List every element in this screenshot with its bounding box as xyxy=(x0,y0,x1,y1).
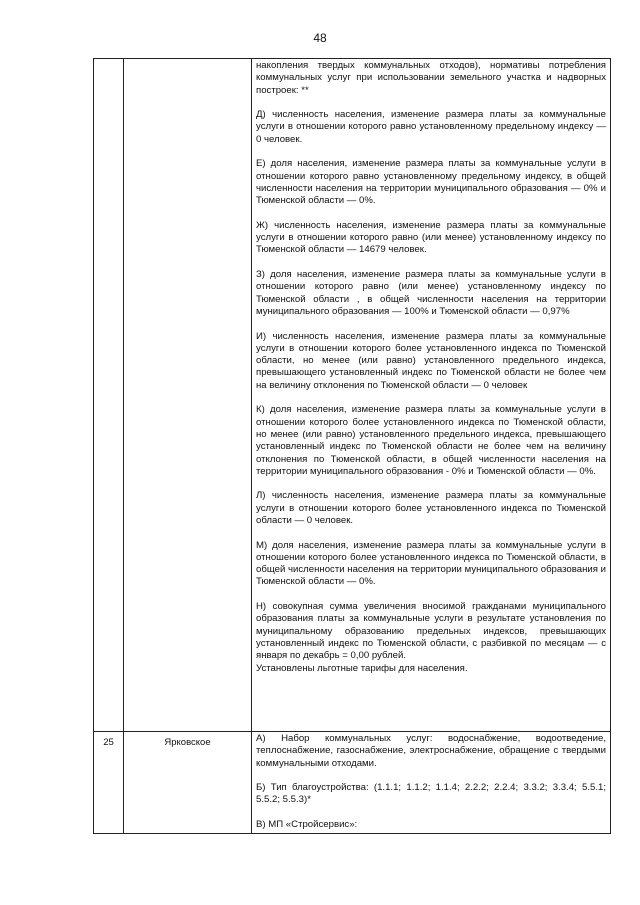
municipality-name-cell xyxy=(124,59,252,732)
table-row xyxy=(94,732,611,834)
description-cell xyxy=(252,732,611,834)
paragraph-a: А) Набор коммунальных услуг: водоснабжение, водоотведение, теплоснабжение, газоснабжение, электроснабжение, обращение с твердыми коммунальными отходами. xyxy=(256,733,606,769)
paragraph-k: К) доля населения, изменение размера платы за коммунальные услуги в отношении которого более установленного индекса по Тюменской области, но менее (или равно) установленного предельного индекса, превышающего установленный индекс по Тюменской области не более чем на величину отклонения по Тюменской области, в общей численности населения на территории муниципального образования - 0% и Тюменской области — 0%. xyxy=(256,404,606,477)
paragraph-m: М) доля населения, изменение размера платы за коммунальные услуги в отношении которого более установленного индекса по Тюменской области, в общей численности населения на территории муниципального образования и Тюменской области — 0%. xyxy=(256,539,606,588)
paragraph-tariffs: Установлены льготные тарифы для населения. xyxy=(256,662,468,674)
row-number-cell: 25 xyxy=(94,732,124,834)
paragraph-z: З) доля населения, изменение размера платы за коммунальные услуги в отношении которого равно (или менее) установленному индексу по Тюменской области , в общей численности населения на территории муниципального образования — 100% и Тюменской области — 0,97% xyxy=(256,269,606,317)
paragraph-continuation: накопления твердых коммунальных отходов), нормативы потребления коммунальных услуг при использовании земельного участка и надворных построек: ** xyxy=(256,60,606,96)
paragraph-l: Л) численность населения, изменение размера платы за коммунальные услуги в отношении которого более установленного индекса по Тюменской области — 0 человек. xyxy=(256,490,606,526)
table-row xyxy=(94,59,611,732)
paragraph-d: Д) численность населения, изменение размера платы за коммунальные услуги в отношении которого равно установленному предельному индексу — 0 человек. xyxy=(256,109,606,145)
description-cell xyxy=(252,59,611,732)
paragraph-v: В) МП «Стройсервис»: xyxy=(256,819,358,831)
paragraph-e: Е) доля населения, изменение размера платы за коммунальные услуги в отношении которого равно установленному предельному индексу, в общей численности населения на территории муниципального образования — 0% и Тюменской области — 0%. xyxy=(256,158,606,207)
page-number: 48 xyxy=(313,31,327,45)
municipality-name-cell: Ярковское xyxy=(124,732,252,834)
row-number-cell xyxy=(94,59,124,732)
municipal-utilities-table xyxy=(93,58,611,834)
paragraph-i: И) численность населения, изменение размера платы за коммунальные услуги в отношении которого более установленного индекса по Тюменской области, но менее (или равно) установленного предельного индекса, превышающего установленный индекс по Тюменской области не более чем на величину отклонения по Тюменской области — 0 человек xyxy=(256,330,606,391)
paragraph-n: Н) совокупная сумма увеличения вносимой гражданами муниципального образования платы за коммунальные услуги в результате установления по муниципальному образованию предельных индексов, превышающих установленный индекс по Тюменской области, с разбивкой по месяцам — с января по декабрь = 0,00 рублей. xyxy=(256,601,606,662)
paragraph-zh: Ж) численность населения, изменение размера платы за коммунальные услуги в отношении которого равно (или менее) установленному индексу по Тюменской области — 14679 человек. xyxy=(256,219,606,256)
paragraph-b: Б) Тип благоустройства: (1.1.1; 1.1.2; 1.1.4; 2.2.2; 2.2.4; 3.3.2; 3.3.4; 5.5.1; 5.5.2; 5.5.3)* xyxy=(256,782,606,806)
